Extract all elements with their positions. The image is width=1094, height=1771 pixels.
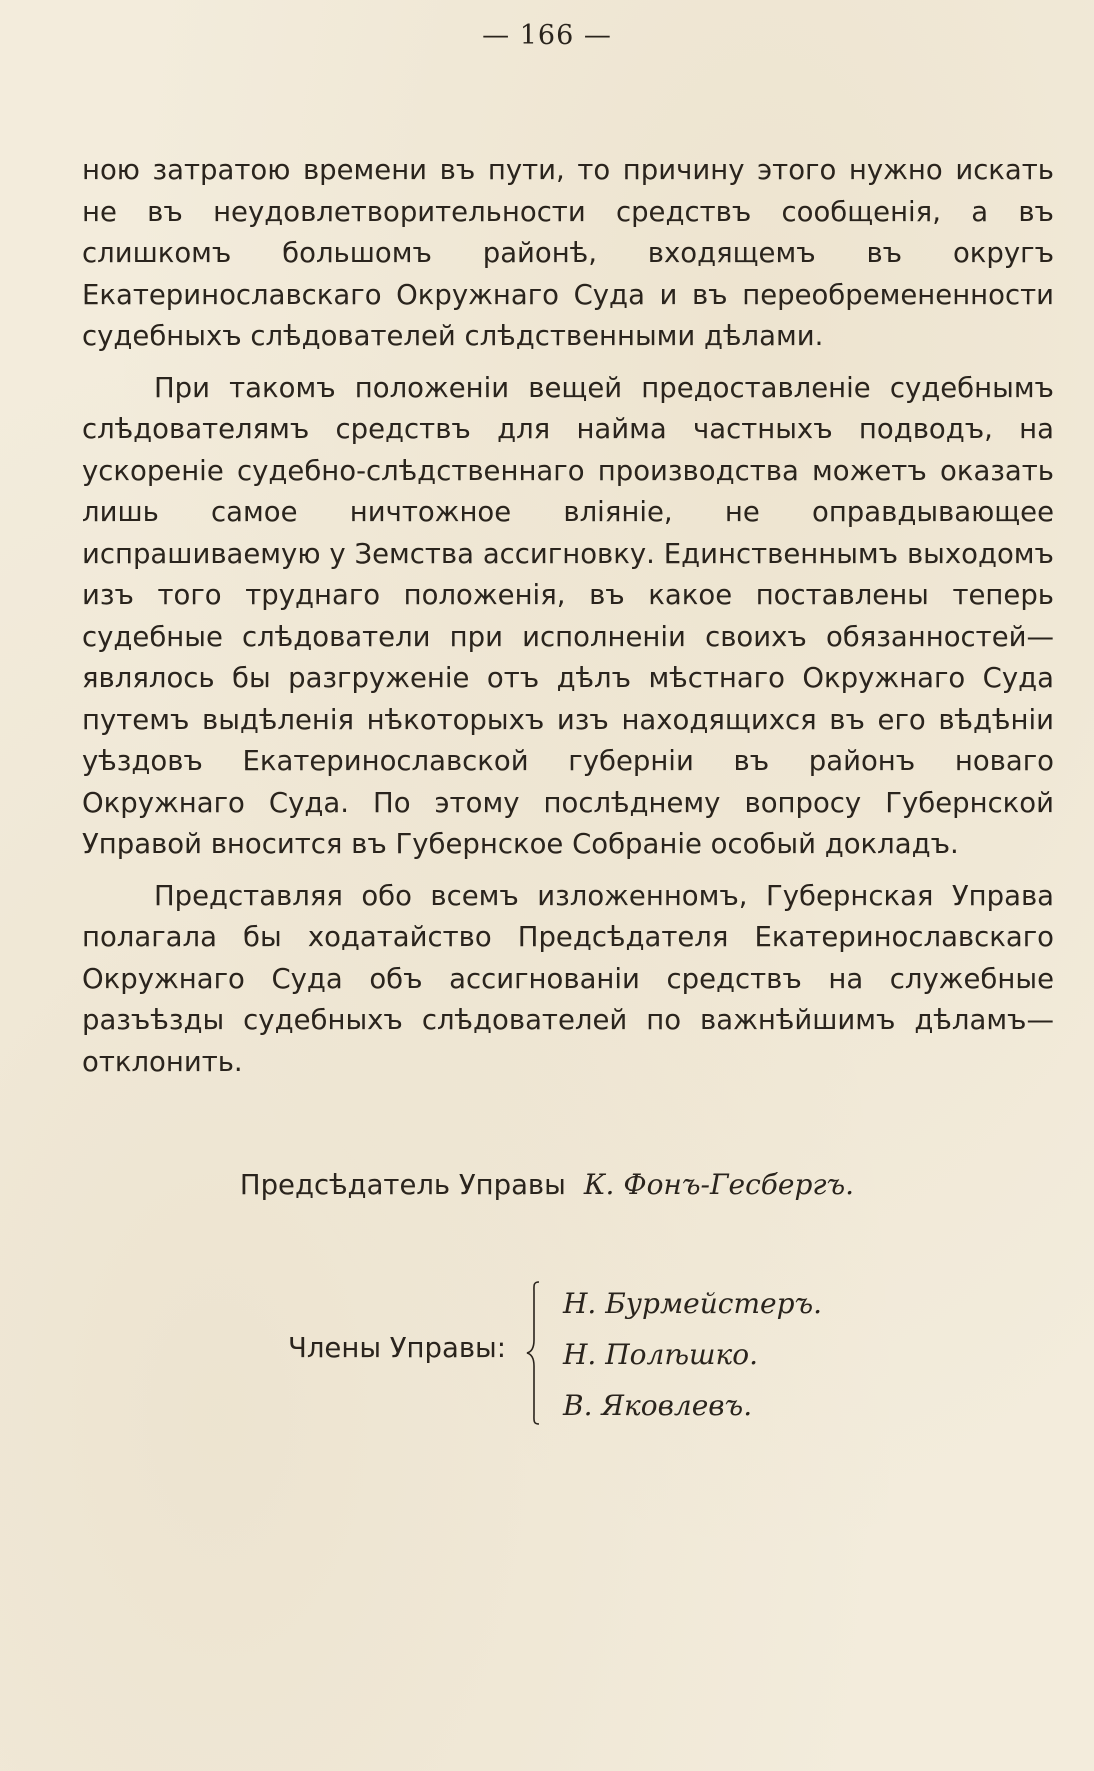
chairman-signature: К. Фонъ-Гесбергъ. <box>583 1168 855 1201</box>
members-label: Члены Управы: <box>288 1332 507 1364</box>
page-number: — 166 — <box>482 20 612 51</box>
paragraph-situation: При такомъ положеніи вещей предоставленіе судебнымъ слѣдователямъ средствъ для найма частныхъ подводъ, на ускореніе судебно-слѣдственнаго производства можетъ оказать лишь самое ничтожное вліяніе, не оправдывающее испрашиваемую у Земства ассигновку. Единственнымъ выходомъ изъ того труднаго положенія, въ какое поставлены теперь судебные слѣдователи при исполненіи своихъ обязанностей—являлось бы разгруженіе отъ дѣлъ мѣстнаго Окружнаго Суда путемъ выдѣленія нѣкоторыхъ изъ находящихся въ его вѣдѣніи уѣздовъ Екатеринославской губерніи въ районъ новаго Окружнаго Суда. По этому послѣднему вопросу Губернской Управой вносится въ Губернское Собраніе особый докладъ. <box>82 371 1054 860</box>
curly-brace-icon <box>525 1278 545 1428</box>
paragraph-conclusion: Представляя обо всемъ изложенномъ, Губернская Управа полагала бы ходатайство Предсѣдателя Екатеринославскаго Окружнаго Суда объ ассигнованіи средствъ на служебные разъѣзды судебныхъ слѣдователей по важнѣйшимъ дѣламъ—отклонить. <box>82 879 1054 1078</box>
members-list <box>563 1278 822 1431</box>
member-name: Н. Бурмейстеръ. <box>563 1287 823 1320</box>
chairman-signature-line <box>0 1168 1094 1201</box>
member-name: Н. Полѣшко. <box>563 1338 759 1371</box>
member-name: В. Яковлевъ. <box>563 1389 753 1422</box>
body-text <box>82 150 1054 1083</box>
paragraph-continuation: ною затратою времени въ пути, то причину этого нужно искать не въ неудовлетворительности средствъ сообщенія, а въ слишкомъ большомъ районѣ, входящемъ въ округъ Екатеринославскаго Окружнаго Суда и въ переобремененности судебныхъ слѣдователей слѣдственными дѣлами. <box>82 154 1054 352</box>
members-block <box>288 1278 888 1430</box>
chairman-title: Предсѣдатель Управы <box>239 1169 566 1201</box>
